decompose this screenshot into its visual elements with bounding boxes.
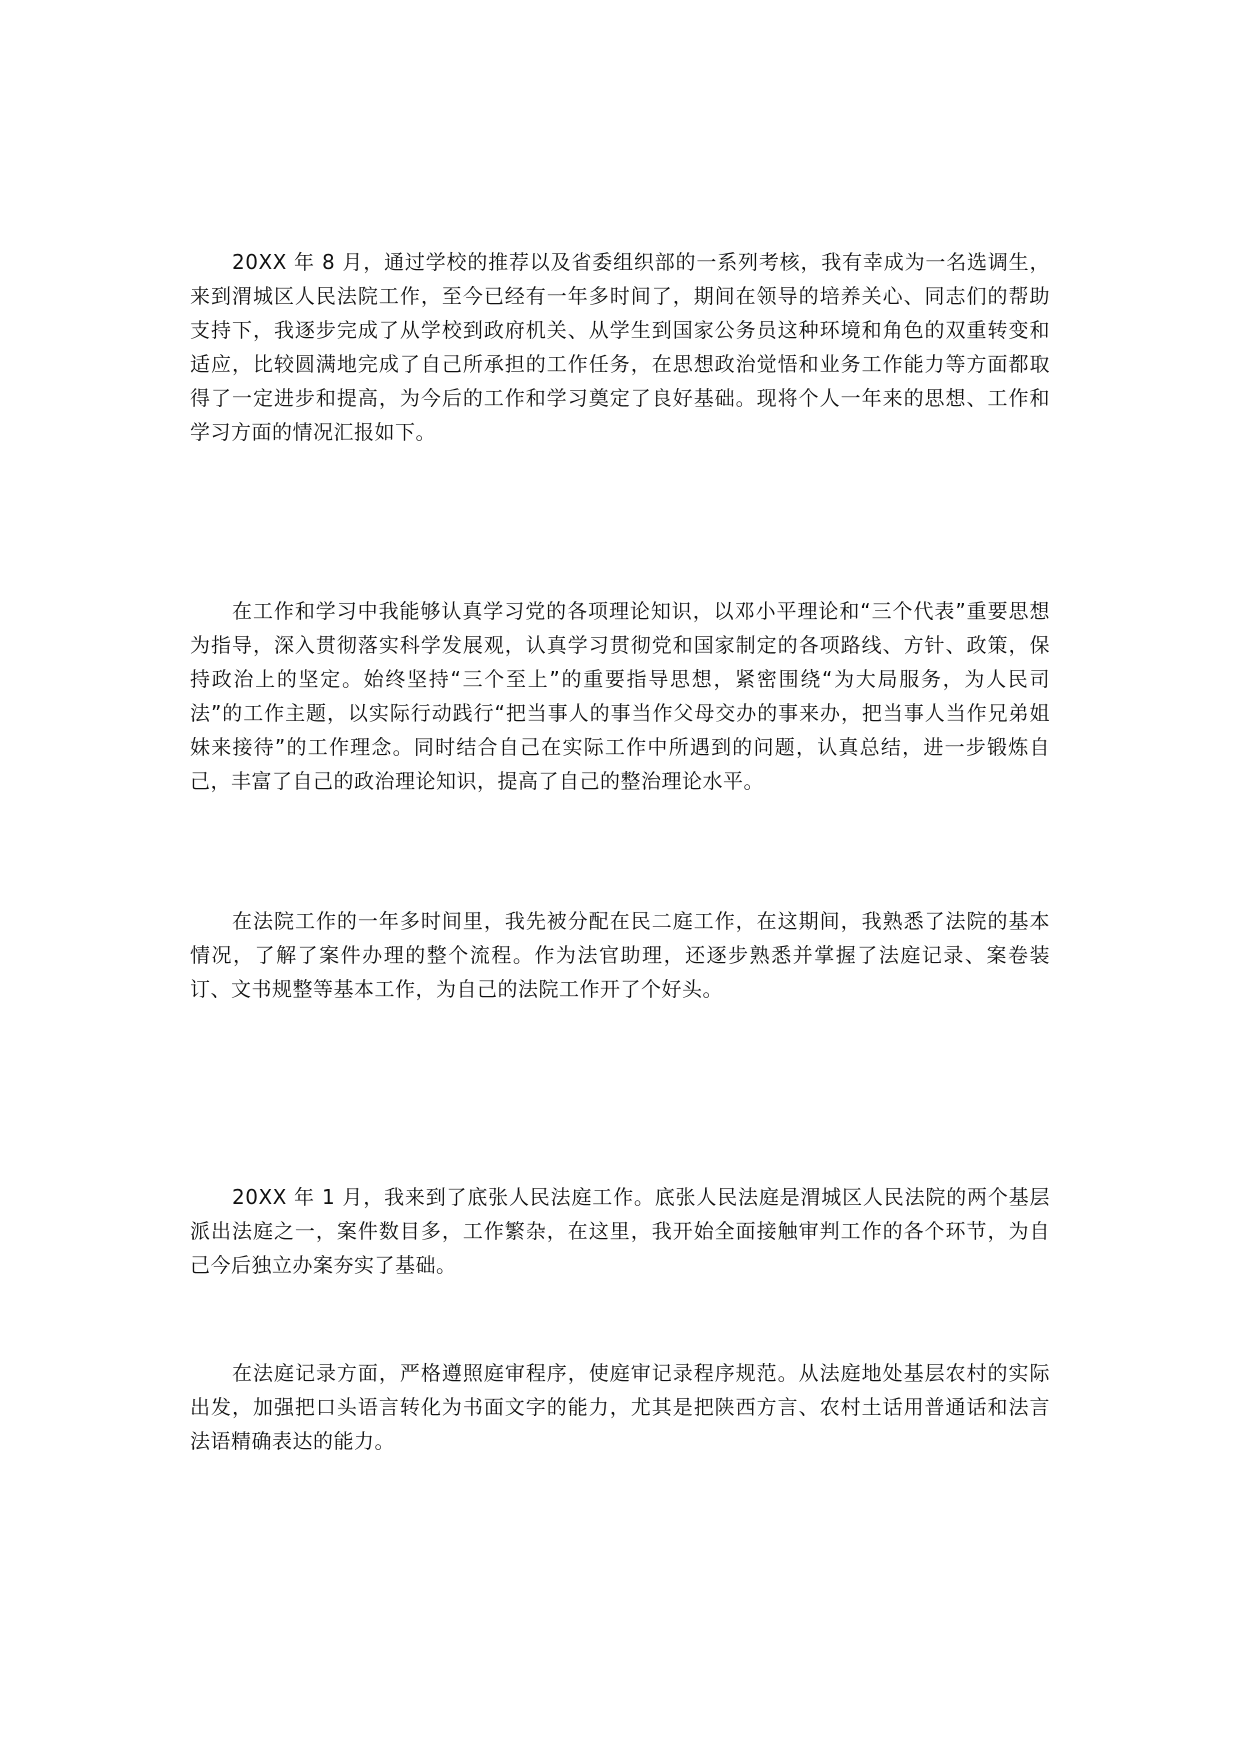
- paragraph-5: 在法庭记录方面，严格遵照庭审程序，使庭审记录程序规范。从法庭地处基层农村的实际出发，加强把口头语言转化为书面文字的能力，尤其是把陕西方言、农村土话用普通话和法言法语精确表达的能力。: [190, 1361, 1050, 1453]
- paragraph-1: 20XX 年 8 月，通过学校的推荐以及省委组织部的一系列考核，我有幸成为一名选调生，来到渭城区人民法院工作，至今已经有一年多时间了，期间在领导的培养关心、同志们的帮助支持下，我逐步完成了从学校到政府机关、从学生到国家公务员这种环境和角色的双重转变和适应，比较圆满地完成了自己所承担的工作任务，在思想政治觉悟和业务工作能力等方面都取得了一定进步和提高，为今后的工作和学习奠定了良好基础。现将个人一年来的思想、工作和学习方面的情况汇报如下。: [190, 250, 1050, 444]
- paragraph-3: 在法院工作的一年多时间里，我先被分配在民二庭工作，在这期间，我熟悉了法院的基本情况，了解了案件办理的整个流程。作为法官助理，还逐步熟悉并掌握了法庭记录、案卷装订、文书规整等基本工作，为自己的法院工作开了个好头。: [190, 909, 1050, 1001]
- paragraph-2: 在工作和学习中我能够认真学习党的各项理论知识，以邓小平理论和“三个代表”重要思想为指导，深入贯彻落实科学发展观，认真学习贯彻党和国家制定的各项路线、方针、政策，保持政治上的坚定。始终坚持“三个至上”的重要指导思想，紧密围绕“为大局服务，为人民司法”的工作主题，以实际行动践行“把当事人的事当作父母交办的事来办，把当事人当作兄弟姐妹来接待”的工作理念。同时结合自己在实际工作中所遇到的问题，认真总结，进一步锻炼自己，丰富了自己的政治理论知识，提高了自己的整治理论水平。: [190, 599, 1050, 793]
- paragraph-4: 20XX 年 1 月，我来到了底张人民法庭工作。底张人民法庭是渭城区人民法院的两个基层派出法庭之一，案件数目多，工作繁杂，在这里，我开始全面接触审判工作的各个环节，为自己今后独立办案夯实了基础。: [190, 1185, 1050, 1277]
